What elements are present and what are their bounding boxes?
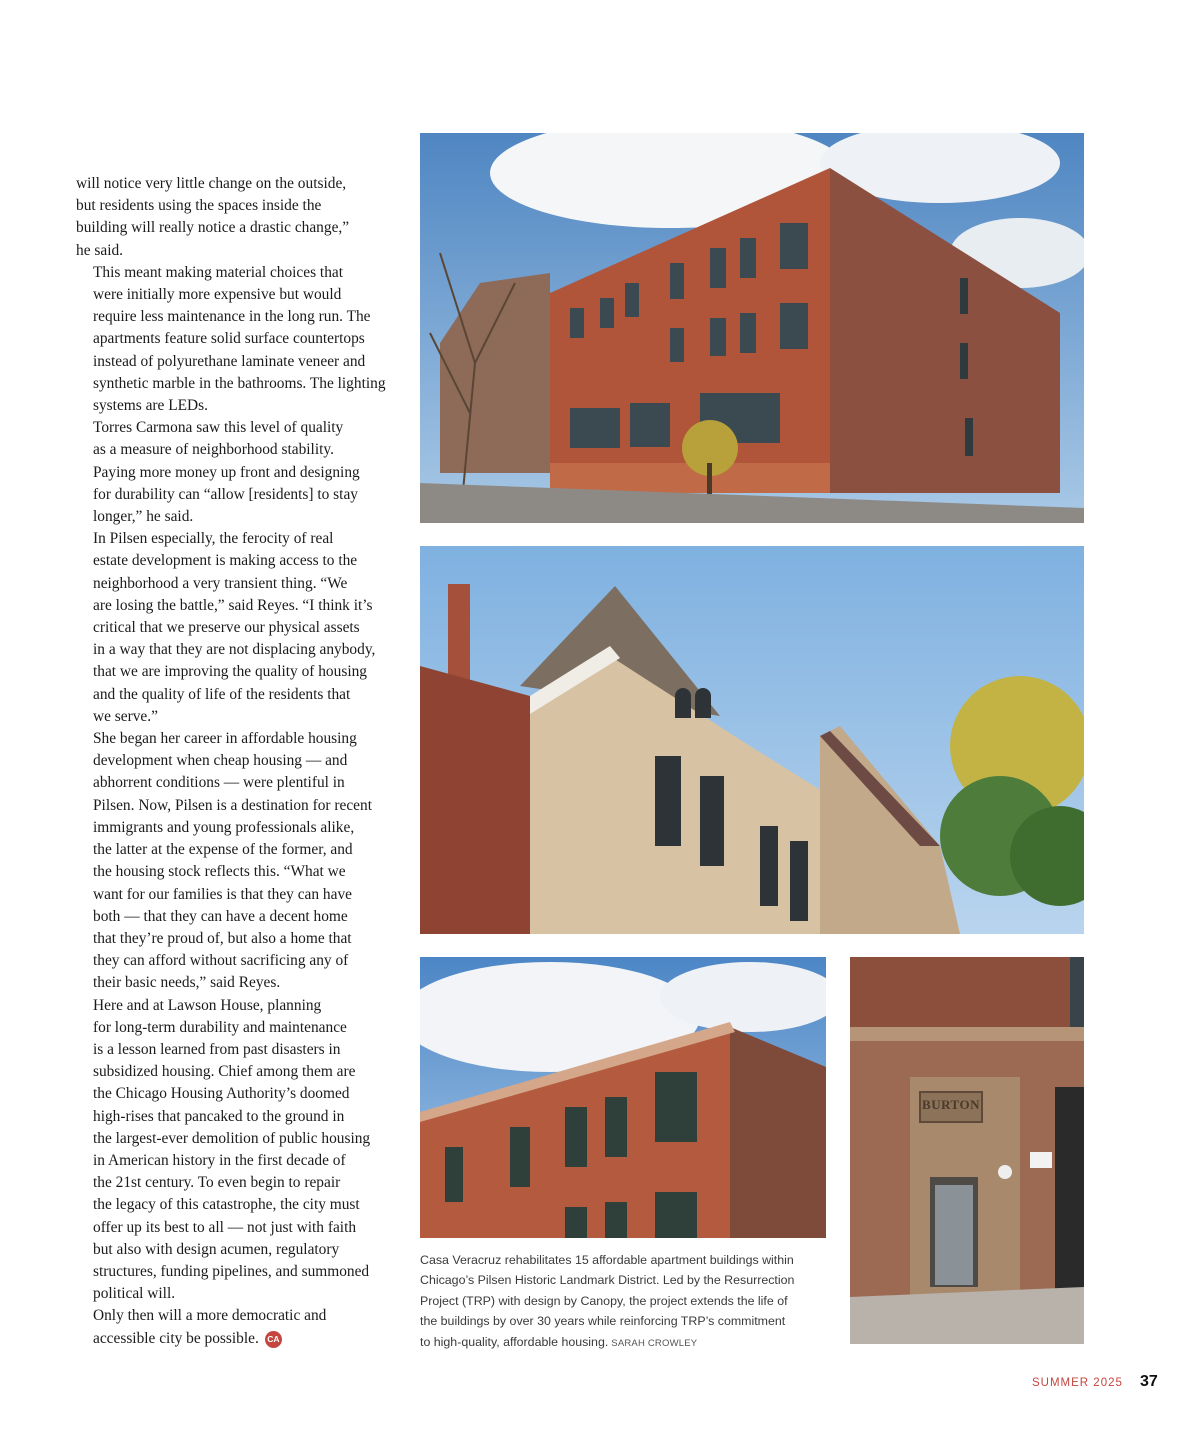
article-paragraph bbox=[76, 528, 386, 728]
text-line: they can afford without sacrificing any of bbox=[93, 952, 349, 970]
text-line: longer,” he said. bbox=[93, 508, 194, 526]
text-line: both — that they can have a decent home bbox=[93, 907, 348, 925]
text-line: This meant making material choices that bbox=[93, 263, 344, 281]
text-line: for long-term durability and maintenance bbox=[93, 1018, 347, 1036]
text-line: want for our families is that they can have bbox=[93, 885, 352, 903]
text-line: Only then will a more democratic and bbox=[93, 1307, 327, 1325]
text-line: Paying more money up front and designing bbox=[93, 463, 360, 481]
text-line: he said. bbox=[76, 241, 124, 259]
text-line: and the quality of life of the residents that bbox=[93, 685, 351, 703]
article-paragraph bbox=[76, 995, 386, 1306]
text-line: development when cheap housing — and bbox=[93, 752, 348, 770]
text-line: for durability can “allow [residents] to stay bbox=[93, 485, 358, 503]
article-paragraph bbox=[76, 262, 386, 417]
text-line: synthetic marble in the bathrooms. The lighting bbox=[93, 374, 386, 392]
photo-credit: SARAH CROWLEY bbox=[611, 1337, 698, 1349]
text-line: that they’re proud of, but also a home that bbox=[93, 929, 352, 947]
text-line: apartments feature solid surface countertops bbox=[93, 330, 365, 348]
text-line: in a way that they are not displacing anybody, bbox=[93, 641, 376, 659]
photo-corner-building bbox=[420, 133, 1084, 523]
caption-line: Casa Veracruz rehabilitates 15 affordable apartment buildings within bbox=[420, 1253, 794, 1267]
text-line bbox=[76, 1328, 386, 1350]
text-line: systems are LEDs. bbox=[93, 397, 208, 415]
text-line: the largest-ever demolition of public housing bbox=[93, 1129, 371, 1147]
caption-line: Project (TRP) with design by Canopy, the project extends the life of bbox=[420, 1293, 788, 1308]
text-line: the legacy of this catastrophe, the city must bbox=[93, 1196, 360, 1214]
text-line: immigrants and young professionals alike, bbox=[93, 818, 355, 836]
text-line: but residents using the spaces inside the bbox=[76, 197, 322, 215]
text-line: are losing the battle,” said Reyes. “I think it’s bbox=[93, 596, 373, 614]
text-line: their basic needs,” said Reyes. bbox=[93, 974, 281, 992]
end-mark-icon: CA bbox=[265, 1331, 282, 1348]
article-paragraph bbox=[76, 173, 386, 262]
text-line: Torres Carmona saw this level of quality bbox=[93, 419, 344, 437]
text-line: the latter at the expense of the former, and bbox=[93, 841, 353, 859]
text-line: subsidized housing. Chief among them are bbox=[93, 1063, 356, 1081]
text-line: offer up its best to all — not just with faith bbox=[93, 1218, 357, 1236]
article-paragraph bbox=[76, 417, 386, 528]
text-line: critical that we preserve our physical assets bbox=[93, 619, 360, 637]
text-line: abhorrent conditions — were plentiful in bbox=[93, 774, 345, 792]
text-line: She began her career in affordable housing bbox=[93, 730, 357, 748]
text-line: in American history in the first decade of bbox=[93, 1151, 346, 1169]
text-line-content: accessible city be possible. bbox=[93, 1329, 259, 1347]
photo-stone-facade bbox=[420, 546, 1084, 934]
article-paragraph bbox=[76, 728, 386, 994]
text-line: is a lesson learned from past disasters in bbox=[93, 1040, 341, 1058]
caption-line bbox=[420, 1332, 830, 1354]
burton-sign-text: BURTON bbox=[922, 1097, 980, 1112]
text-line: instead of polyurethane laminate veneer and bbox=[93, 352, 366, 370]
photo-burton-doorway bbox=[850, 957, 1084, 1344]
caption-line: the buildings by over 30 years while reinforcing TRP’s commitment bbox=[420, 1314, 786, 1329]
text-line: In Pilsen especially, the ferocity of real bbox=[93, 530, 334, 548]
text-line: building will really notice a drastic change,” bbox=[76, 219, 350, 237]
article-body bbox=[76, 173, 386, 1350]
text-line: high-rises that pancaked to the ground in bbox=[93, 1107, 345, 1125]
text-line: will notice very little change on the outside, bbox=[76, 175, 347, 192]
text-line: we serve.” bbox=[93, 707, 158, 725]
folio-season: SUMMER 2025 bbox=[1032, 1377, 1123, 1389]
text-line: Pilsen. Now, Pilsen is a destination for recent bbox=[93, 796, 372, 814]
text-line: estate development is making access to the bbox=[93, 552, 358, 570]
photo-caption bbox=[420, 1250, 830, 1354]
caption-line: Chicago’s Pilsen Historic Landmark District. Led by the Resurrection bbox=[420, 1273, 795, 1288]
text-line: that we are improving the quality of housing bbox=[93, 663, 367, 681]
text-line: Here and at Lawson House, planning bbox=[93, 996, 322, 1014]
text-line: the 21st century. To even begin to repair bbox=[93, 1174, 341, 1192]
text-line: political will. bbox=[93, 1285, 176, 1303]
page-number: 37 bbox=[1140, 1373, 1158, 1390]
text-line: the Chicago Housing Authority’s doomed bbox=[93, 1085, 350, 1103]
caption-line-text: to high-quality, affordable housing. bbox=[420, 1334, 609, 1349]
text-line: as a measure of neighborhood stability. bbox=[93, 441, 334, 459]
text-line: neighborhood a very transient thing. “We bbox=[93, 574, 348, 592]
photo-brick-corner bbox=[420, 957, 826, 1238]
text-line: were initially more expensive but would bbox=[93, 286, 342, 304]
text-line: require less maintenance in the long run. The bbox=[93, 308, 371, 326]
text-line: the housing stock reflects this. “What we bbox=[93, 863, 346, 881]
text-line: structures, funding pipelines, and summoned bbox=[93, 1262, 370, 1280]
text-line: but also with design acumen, regulatory bbox=[93, 1240, 340, 1258]
article-paragraph bbox=[76, 1305, 386, 1349]
